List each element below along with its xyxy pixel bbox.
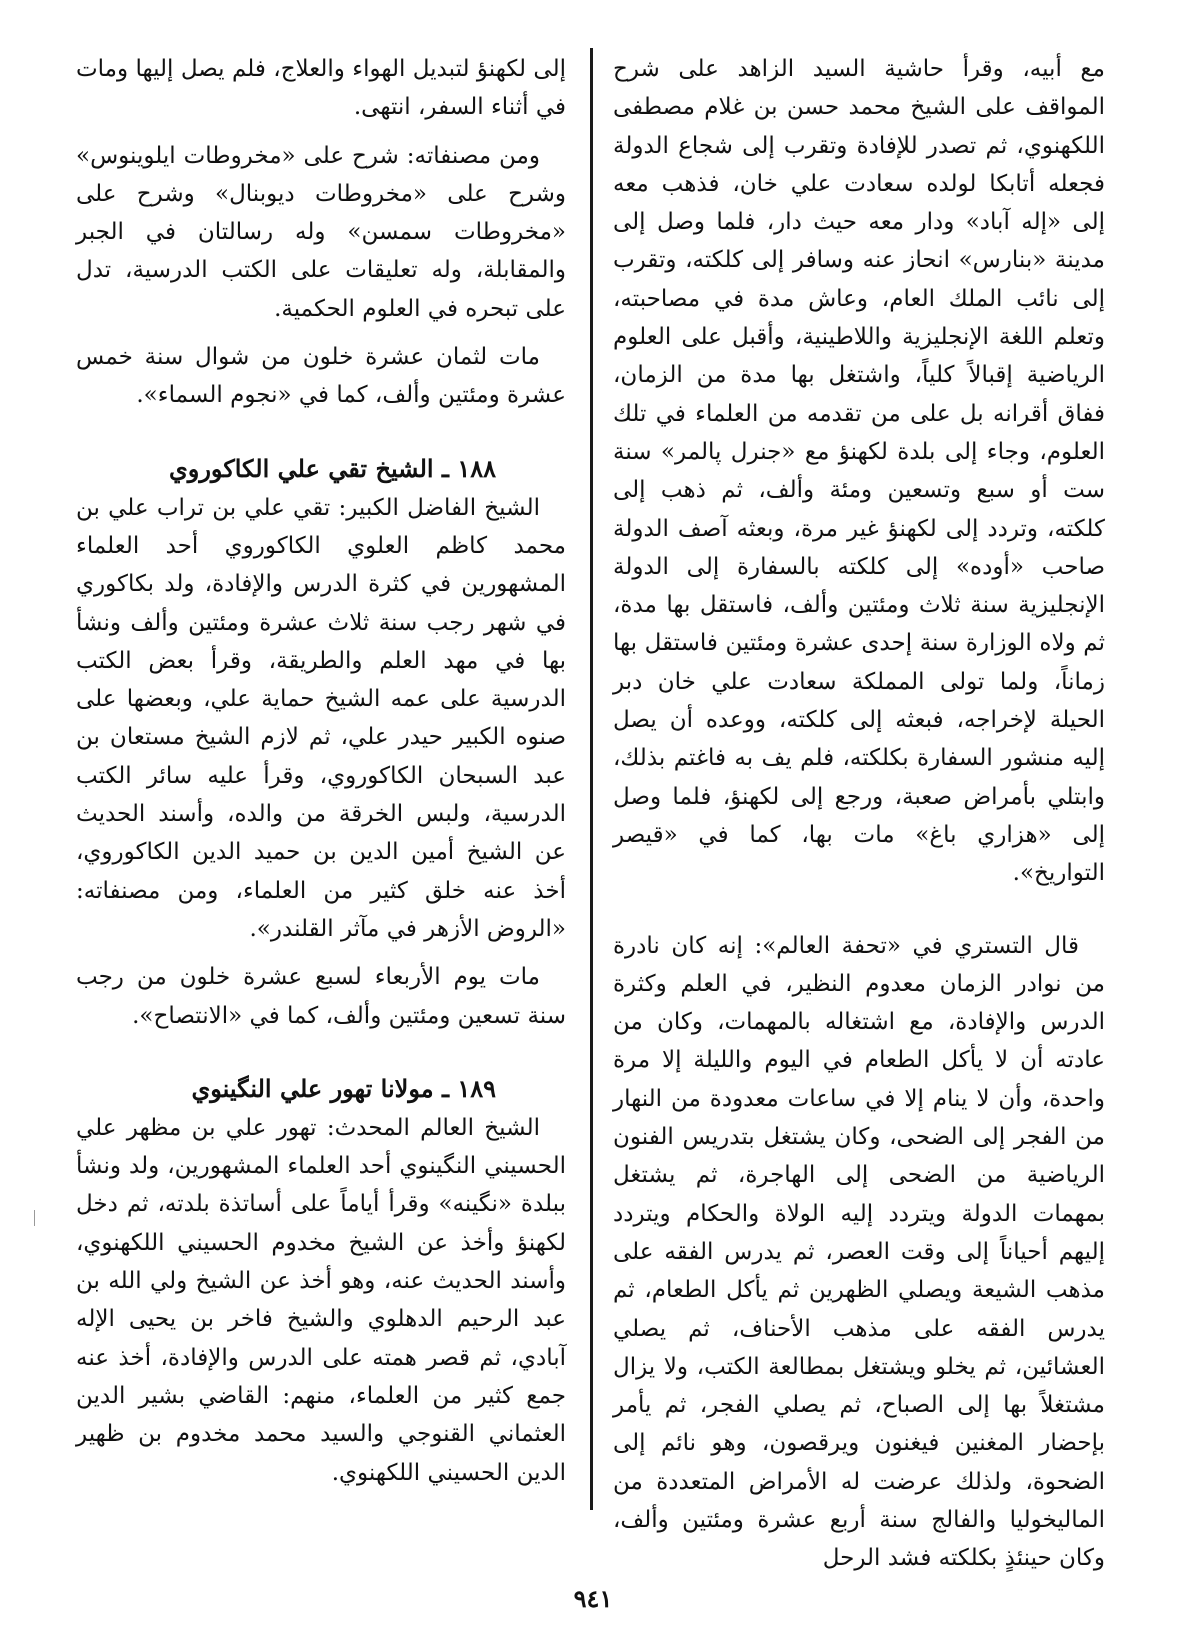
- right-paragraph-2: قال التستري في «تحفة العالم»: إنه كان نادرة من نوادر الزمان معدوم النظير، في العلم وكثرة الدرس والإفادة، مع اشتغاله بالمهمات، وكان من عادته أن لا يأكل الطعام في اليوم والليلة إلا مرة واحدة، وأن لا ينام إلا في ساعات معدودة من النهار من الفجر إلى الضحى، وكان يشتغل بتدريس الفنون الرياضية من الضحى إلى الهاجرة، ثم يشتغل بمهمات الدولة ويتردد إليه الولاة والحكام ويتردد إليهم أحياناً إلى وقت العصر، ثم يدرس الفقه على مذهب الشيعة ويصلي الظهرين ثم يأكل الطعام، ثم يدرس الفقه على مذهب الأحناف، ثم يصلي العشائين، ثم يخلو ويشتغل بمطالعة الكتب، ولا يزال مشتغلاً بها إلى الصباح، ثم يصلي الفجر، ثم يأمر بإحضار المغنين فيغنون ويرقصون، وهو نائم إلى الضحوة، ولذلك عرضت له الأمراض المتعددة من الماليخوليا والفالج سنة أربع عشرة ومئتين وألف، وكان حينئذٍ بكلكته فشد الرحل: [613, 932, 1105, 1572]
- left-intro-paragraph-1: إلى لكهنؤ لتبديل الهواء والعلاج، فلم يصل إليها ومات في أثناء السفر، انتهى.: [76, 56, 566, 121]
- left-intro-paragraph-3: مات لثمان عشرة خلون من شوال سنة خمس عشرة ومئتين وألف، كما في «نجوم السماء».: [76, 344, 566, 409]
- scan-mark: [34, 1210, 35, 1226]
- entry-189-paragraph-1: الشيخ العالم المحدث: تهور علي بن مظهر علي الحسيني النگينوي أحد العلماء المشهورين، ولد ونشأ ببلدة «نگينه» وقرأ أياماً على أساتذة بلدته، ثم دخل لكهنؤ وأخذ عن الشيخ مخدوم الحسيني اللكهنوي، وأسند الحديث عنه، وهو أخذ عن الشيخ ولي الله بن عبد الرحيم الدهلوي والشيخ فاخر بن يحيى الإله آبادي، ثم قصر همته على الدرس والإفادة، أخذ عنه جمع كثير من العلماء، منهم: القاضي بشير الدين العثماني القنوجي والسيد محمد مخدوم بن ظهير الدين الحسيني اللكهنوي.: [76, 1114, 566, 1486]
- entry-188-heading: ١٨٨ ـ الشيخ تقي علي الكاكوروي: [168, 453, 496, 483]
- entry-188-paragraph-2: مات يوم الأربعاء لسبع عشرة خلون من رجب سنة تسعين ومئتين وألف، كما في «الانتصاح».: [76, 964, 566, 1029]
- left-intro-paragraph-2: ومن مصنفاته: شرح على «مخروطات ايلوينوس» وشرح على «مخروطات ديوبنال» وشرح على «مخروطات سمسن» وله رسالتان في الجبر والمقابلة، وله تعليقات على الكتب الدرسية، تدل على تبحره في العلوم الحكمية.: [76, 142, 566, 322]
- right-column: [613, 50, 1105, 1572]
- entry-188-paragraph-1: الشيخ الفاضل الكبير: تقي علي بن تراب علي بن محمد كاظم العلوي الكاكوروي أحد العلماء المشهورين في كثرة الدرس والإفادة، ولد بكاكوري في شهر رجب سنة ثلاث عشرة ومئتين وألف ونشأ بها في مهد العلم والطريقة، وقرأ بعض الكتب الدرسية على عمه الشيخ حماية علي، وبعضها على صنوه الكبير حيدر علي، ثم لازم الشيخ مستعان بن عبد السبحان الكاكوروي، وقرأ عليه سائر الكتب الدرسية، ولبس الخرقة من والده، وأسند الحديث عن الشيخ أمين الدين بن حميد الدين الكاكوروي، أخذ عنه خلق كثير من العلماء، ومن مصنفاته: «الروض الأزهر في مآثر القلندر».: [76, 494, 566, 942]
- column-divider: [590, 48, 593, 1510]
- entry-189-heading: ١٨٩ ـ مولانا تهور علي النگينوي: [191, 1073, 496, 1103]
- right-paragraph-1: مع أبيه، وقرأ حاشية السيد الزاهد على شرح المواقف على الشيخ محمد حسن بن غلام مصطفى اللكهنوي، ثم تصدر للإفادة وتقرب إلى شجاع الدولة فجعله أتابكا لولده سعادت علي خان، فذهب معه إلى «إله آباد» ودار معه حيث دار، فلما وصل إلى مدينة «بنارس» انحاز عنه وسافر إلى كلكته، وتقرب إلى نائب الملك العام، وعاش مدة في مصاحبته، وتعلم اللغة الإنجليزية واللاطينية، وأقبل على العلوم الرياضية إقبالاً كلياً، واشتغل بها مدة من الزمان، ففاق أقرانه بل على من تقدمه من العلماء في تلك العلوم، وجاء إلى بلدة لكهنؤ مع «جنرل پالمر» سنة ست أو سبع وتسعين ومئة وألف، ثم ذهب إلى كلكته، وتردد إلى لكهنؤ غير مرة، وبعثه آصف الدولة صاحب «أوده» إلى كلكته بالسفارة إلى الدولة الإنجليزية سنة ثلاث ومئتين وألف، فاستقل بها مدة، ثم ولاه الوزارة سنة إحدى عشرة ومئتين فاستقل بها زماناً، ولما تولى المملكة سعادت علي خان دبر الحيلة لإخراجه، فبعثه إلى كلكته، ووعده أن يصل إليه منشور السفارة بكلكته، فلم يف به فاغتم بذلك، وابتلي بأمراض صعبة، ورجع إلى لكهنؤ، فلما وصل إلى «هزاري باغ» مات بها، كما في «قيصر التواريخ».: [613, 56, 1105, 887]
- page-number: ٩٤١: [573, 1584, 613, 1613]
- left-column: [76, 50, 566, 1520]
